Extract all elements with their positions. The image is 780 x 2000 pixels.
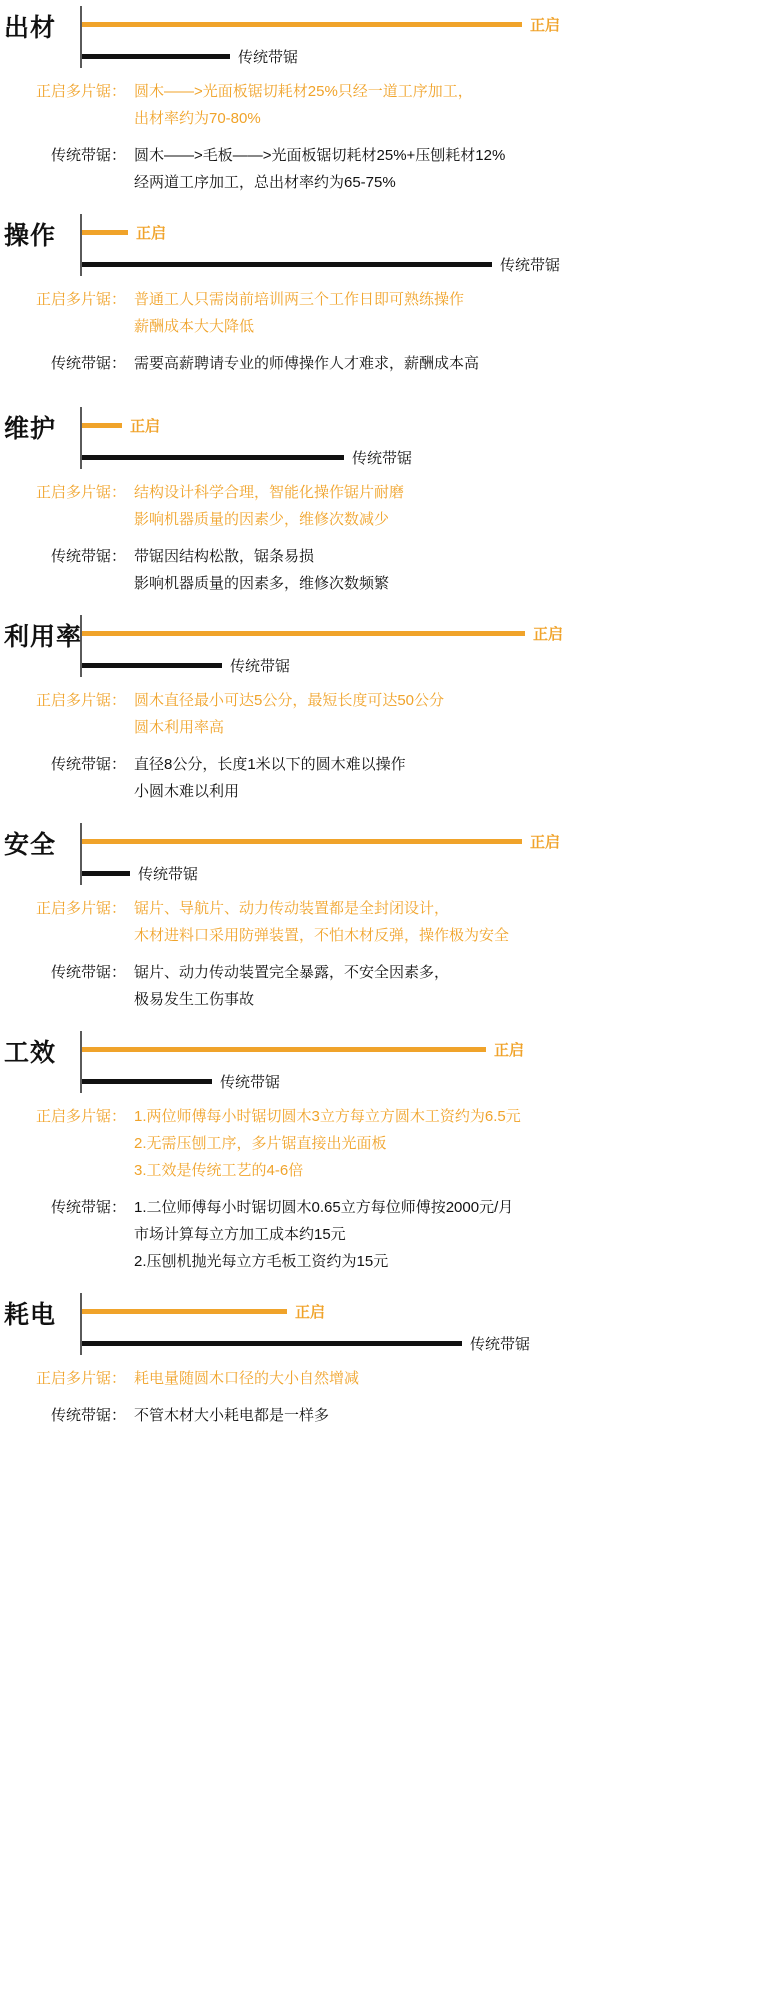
- label-zhengqi-duopianju: 正启多片锯：: [35, 1370, 126, 1387]
- bar-group: [0, 401, 780, 479]
- comparison-block: [0, 1025, 780, 1287]
- desc-line: 圆木——>光面板锯切耗材25%只经一道工序加工，: [134, 83, 473, 100]
- category-title: 操作: [4, 222, 57, 250]
- bar-group: [0, 0, 780, 78]
- description-group: [0, 286, 780, 379]
- category-title: 出材: [4, 14, 57, 42]
- spacer: [0, 741, 780, 751]
- desc-row-zhengqi: [0, 1365, 780, 1392]
- label-zhengqi-duopianju: 正启多片锯：: [35, 1108, 126, 1125]
- label-chuantong-daiju: 传统带锯：: [50, 1199, 126, 1216]
- desc-line: 圆木——>毛板——>光面板锯切耗材25%+压刨耗材12%: [134, 147, 506, 164]
- bar-label-chuantong: 传统带锯: [220, 1074, 281, 1091]
- label-zhengqi-duopianju: 正启多片锯：: [35, 83, 126, 100]
- bar-zhengqi: [82, 839, 522, 844]
- desc-line: 极易发生工伤事故: [134, 991, 255, 1008]
- desc-line: 3.工效是传统工艺的4-6倍: [134, 1162, 304, 1179]
- bar-zhengqi: [82, 22, 522, 27]
- desc-text: [134, 1365, 780, 1392]
- spacer: [0, 132, 780, 142]
- bar-label-chuantong: 传统带锯: [470, 1336, 531, 1353]
- desc-row-chuantong: [0, 543, 780, 597]
- bar-chuantong: [82, 455, 344, 460]
- desc-line: 不管木材大小耗电都是一样多: [134, 1407, 330, 1424]
- desc-line: 1.两位师傅每小时锯切圆木3立方每立方圆木工资约为6.5元: [134, 1108, 521, 1125]
- bar-label-zhengqi: 正启: [533, 626, 564, 643]
- label-zhengqi-duopianju: 正启多片锯：: [35, 291, 126, 308]
- desc-line: 锯片、动力传动装置完全暴露，不安全因素多，: [134, 964, 450, 981]
- label-chuantong-daiju: 传统带锯：: [50, 964, 126, 981]
- label-chuantong-daiju: 传统带锯：: [50, 355, 126, 372]
- desc-row-chuantong: [0, 959, 780, 1013]
- bar-group: [0, 208, 780, 286]
- desc-line: 耗电量随圆木口径的大小自然增减: [134, 1370, 360, 1387]
- category-title: 维护: [4, 415, 57, 443]
- bar-label-zhengqi: 正启: [136, 225, 167, 242]
- desc-line: 木材进料口采用防弹装置，不怕木材反弹，操作极为安全: [134, 927, 510, 944]
- label-chuantong-daiju: 传统带锯：: [50, 548, 126, 565]
- description-group: [0, 1365, 780, 1431]
- spacer: [0, 949, 780, 959]
- bar-zhengqi: [82, 423, 122, 428]
- desc-line: 普通工人只需岗前培训两三个工作日即可熟练操作: [134, 291, 465, 308]
- label-chuantong-daiju: 传统带锯：: [50, 147, 126, 164]
- desc-text: [134, 1402, 780, 1429]
- desc-row-chuantong: [0, 350, 780, 377]
- block-spacer: [0, 198, 780, 208]
- spacer: [0, 533, 780, 543]
- bar-chuantong: [82, 262, 492, 267]
- label-chuantong-daiju: 传统带锯：: [50, 1407, 126, 1424]
- desc-line: 带锯因结构松散，锯条易损: [134, 548, 315, 565]
- desc-row-zhengqi: [0, 895, 780, 949]
- spacer: [0, 1392, 780, 1402]
- desc-line: 需要高薪聘请专业的师傅操作人才难求，薪酬成本高: [134, 355, 480, 372]
- desc-row-zhengqi: [0, 479, 780, 533]
- desc-row-zhengqi: [0, 78, 780, 132]
- desc-row-zhengqi: [0, 1103, 780, 1184]
- desc-row-zhengqi: [0, 286, 780, 340]
- bar-group: [0, 817, 780, 895]
- label-chuantong-daiju: 传统带锯：: [50, 756, 126, 773]
- desc-row-zhengqi: [0, 687, 780, 741]
- desc-line: 2.无需压刨工序，多片锯直接出光面板: [134, 1135, 387, 1152]
- comparison-block: [0, 1287, 780, 1441]
- desc-row-chuantong: [0, 1194, 780, 1275]
- comparison-block: [0, 609, 780, 817]
- desc-text: [134, 142, 780, 196]
- bar-label-chuantong: 传统带锯: [238, 49, 299, 66]
- desc-line: 经两道工序加工，总出材率约为65-75%: [134, 174, 396, 191]
- comparison-block: [0, 817, 780, 1025]
- comparison-block: [0, 401, 780, 609]
- spacer: [0, 1184, 780, 1194]
- desc-text: [134, 78, 780, 132]
- desc-line: 圆木直径最小可达5公分，最短长度可达50公分: [134, 692, 445, 709]
- desc-row-chuantong: [0, 1402, 780, 1429]
- description-group: [0, 687, 780, 807]
- desc-text: [134, 286, 780, 340]
- desc-row-chuantong: [0, 751, 780, 805]
- bar-zhengqi: [82, 230, 128, 235]
- bar-label-chuantong: 传统带锯: [352, 450, 413, 467]
- bar-label-chuantong: 传统带锯: [230, 658, 291, 675]
- desc-line: 锯片、导航片、动力传动装置都是全封闭设计，: [134, 900, 450, 917]
- bar-zhengqi: [82, 631, 525, 636]
- spacer: [0, 340, 780, 350]
- bar-chuantong: [82, 1341, 462, 1346]
- desc-text: [134, 895, 780, 949]
- desc-text: [134, 1103, 780, 1184]
- bar-group: [0, 609, 780, 687]
- desc-line: 小圆木难以利用: [134, 783, 240, 800]
- block-spacer: [0, 599, 780, 609]
- desc-line: 影响机器质量的因素多，维修次数频繁: [134, 575, 390, 592]
- category-title: 安全: [4, 831, 57, 859]
- bar-label-chuantong: 传统带锯: [500, 257, 561, 274]
- label-zhengqi-duopianju: 正启多片锯：: [35, 900, 126, 917]
- desc-line: 出材率约为70-80%: [134, 110, 261, 127]
- desc-text: [134, 350, 780, 377]
- description-group: [0, 78, 780, 198]
- desc-text: [134, 751, 780, 805]
- bar-group: [0, 1025, 780, 1103]
- desc-line: 薪酬成本大大降低: [134, 318, 255, 335]
- desc-line: 圆木利用率高: [134, 719, 225, 736]
- desc-text: [134, 1194, 780, 1275]
- bar-label-zhengqi: 正启: [130, 418, 161, 435]
- desc-line: 结构设计科学合理，智能化操作锯片耐磨: [134, 484, 405, 501]
- bar-label-zhengqi: 正启: [295, 1304, 326, 1321]
- desc-line: 直径8公分，长度1米以下的圆木难以操作: [134, 756, 406, 773]
- desc-text: [134, 479, 780, 533]
- desc-line: 1.二位师傅每小时锯切圆木0.65立方每位师傅按2000元/月: [134, 1199, 514, 1216]
- bar-label-chuantong: 传统带锯: [138, 866, 199, 883]
- category-title: 耗电: [4, 1301, 57, 1329]
- comparison-block: [0, 208, 780, 401]
- block-spacer: [0, 1431, 780, 1441]
- bar-label-zhengqi: 正启: [530, 834, 561, 851]
- bar-zhengqi: [82, 1309, 287, 1314]
- description-group: [0, 1103, 780, 1277]
- desc-row-chuantong: [0, 142, 780, 196]
- desc-text: [134, 959, 780, 1013]
- bar-label-zhengqi: 正启: [530, 17, 561, 34]
- bar-zhengqi: [82, 1047, 486, 1052]
- desc-line: 2.压刨机抛光每立方毛板工资约为15元: [134, 1253, 389, 1270]
- block-spacer: [0, 807, 780, 817]
- bar-chuantong: [82, 54, 230, 59]
- category-title: 利用率: [4, 623, 83, 651]
- label-zhengqi-duopianju: 正启多片锯：: [35, 484, 126, 501]
- desc-text: [134, 543, 780, 597]
- label-zhengqi-duopianju: 正启多片锯：: [35, 692, 126, 709]
- block-spacer: [0, 1277, 780, 1287]
- bar-chuantong: [82, 663, 222, 668]
- bar-chuantong: [82, 1079, 212, 1084]
- block-spacer: [0, 379, 780, 401]
- category-title: 工效: [4, 1039, 57, 1067]
- desc-line: 市场计算每立方加工成本约15元: [134, 1226, 346, 1243]
- bar-label-zhengqi: 正启: [494, 1042, 525, 1059]
- block-spacer: [0, 1015, 780, 1025]
- comparison-block: [0, 0, 780, 208]
- desc-line: 影响机器质量的因素少，维修次数减少: [134, 511, 390, 528]
- bar-chuantong: [82, 871, 130, 876]
- bar-group: [0, 1287, 780, 1365]
- description-group: [0, 479, 780, 599]
- description-group: [0, 895, 780, 1015]
- desc-text: [134, 687, 780, 741]
